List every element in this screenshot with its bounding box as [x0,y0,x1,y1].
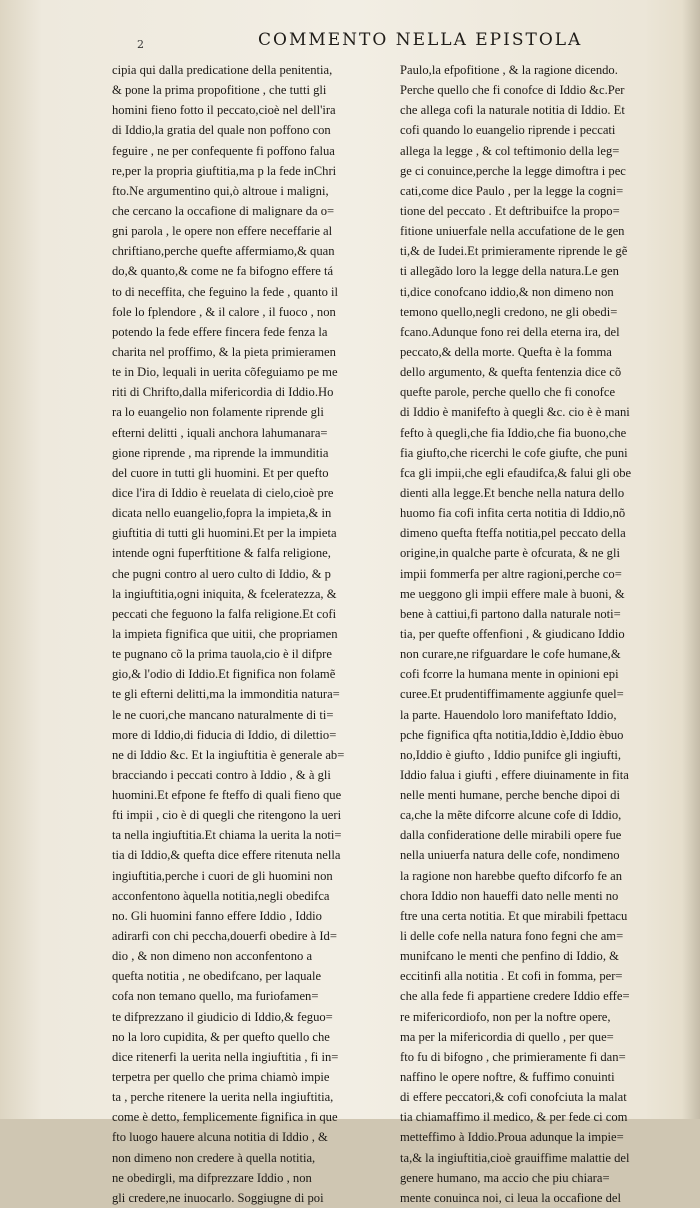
text-line: ne di Iddio &c. Et la ingiuftitia è generale ab= [112,747,345,762]
text-line: cofa non temano quello, ma furiofamen= [112,989,319,1004]
text-line: come è detto, femplicemente fignifica in que [112,1110,338,1125]
text-line: tia chiamaffimo il medico, & per fede ci com [400,1110,628,1125]
text-line: eccitinfi alla notitia . Et cofi in fomma, per= [400,969,623,984]
text-line: origine,in qualche parte è ofcurata, & ne gli [400,546,620,561]
text-line: tia di Iddio,& quefta dice effere ritenuta nella [112,848,341,863]
text-line: dimeno quefta fteffa notitia,pel peccato della [400,526,626,541]
text-line: pche fignifica qfta notitia,Iddio è,Iddio èbuo [400,727,624,742]
running-head-title: COMMENTO NELLA EPISTOLA [258,30,583,50]
text-line: huomini.Et efpone fe fteffo di quali fieno que [112,788,342,803]
text-line: chriftiano,perche quefte affermiamo,& quan [112,244,335,259]
text-line: no,Iddio è giufto , Iddio punifce gli ingiufti, [400,747,622,762]
text-line: bracciando i peccati contro à Iddio , & à gli [112,767,331,782]
text-line: fefto à quegli,che fia Iddio,che fia buono,che [400,425,627,440]
text-line: ge ci conuince,perche la legge dimoftra i pec [400,163,626,178]
text-line: non dimeno non credere à quella notitia, [112,1150,316,1165]
text-line: ta,& la ingiuftitia,cioè grauiffime malattie del [400,1150,630,1165]
text-line: dienti alla legge.Et benche nella natura dello [400,485,625,500]
text-line: feguire , ne per confequente fi poffono falua [112,143,335,158]
text-line: Perche quello che fi conofce di Iddio &c.Per [400,83,625,98]
text-line: cati,come dice Paulo , per la legge la cogni= [400,183,624,198]
text-line: re mifericordiofo, non per la noftre opere, [400,1009,611,1024]
text-line: efterni delitti , iquali anchora lahumanara= [112,425,328,440]
text-line: potendo la fede effere fincera fede fenza la [112,324,328,339]
text-line: genere humano, ma accio che piu chiara= [400,1170,610,1185]
text-line: di Iddio,la gratia del quale non poffono con [112,123,331,138]
text-line: terpetra per quello che prima chiamò impie [112,1070,330,1085]
text-line: metteffimo à Iddio.Proua adunque la impie= [400,1130,624,1145]
text-line: te gli efterni delitti,ma la immonditia natura= [112,687,340,702]
text-column-right [400,60,687,1208]
text-line: charita nel proffimo, & la pieta primieramen [112,344,336,359]
text-line: adirarfi con chi peccha,douerfi obedire à Id= [112,929,337,944]
text-line: la ingiuftitia,ogni iniquita, & fceleratezza, & [112,586,337,601]
text-line: ti allegãdo loro la legge della natura.Le gen [400,264,619,279]
text-line: mente conuinca noi, ci leua la occafione del [400,1190,621,1205]
text-line: dice ritenerfi la uerita nella ingiuftitia , fi in= [112,1049,339,1064]
text-line: la parte. Hauendolo loro manifeftato Iddio, [400,707,617,722]
text-line: ne obedirgli, ma difprezzare Iddio , non [112,1170,312,1185]
text-line: fitione uniuerfale nella accufatione de le gen [400,224,625,239]
text-line: huomo fia cofi infita certa notitia di Iddio,nõ [400,506,626,521]
text-line: che allega cofi la naturale notitia di Iddio. Et [400,103,625,118]
text-line: dicata nello euangelio,fopra la impieta,& in [112,506,332,521]
text-line: cofi fcorre la humana mente in opinioni epi [400,667,619,682]
text-line: nella uniuerfa natura delle cofe, nondimeno [400,848,620,863]
text-line: riti di Chrifto,dalla mifericordia di Iddio.Ho [112,385,334,400]
text-line: no. Gli huomini fanno effere Iddio , Iddio [112,908,322,923]
text-line: ti,& de Iudei.Et primieramente riprende le gẽ [400,244,628,259]
text-line: temono quello,negli credono, ne gli obedi= [400,304,618,319]
page-edge-shadow [682,0,700,1119]
text-line: ca,che la mẽte difcorre alcune cofe di Iddio, [400,808,622,823]
text-line: Paulo,la efpofitione , & la ragione dicendo. [400,63,618,77]
text-line: ta , perche ritenere la uerita nella ingiuftitia, [112,1090,334,1105]
text-line: cipia qui dalla predicatione della penitentia, [112,63,333,77]
text-line: intende ogni fuperftitione & falfa religione, [112,546,331,561]
text-line: dice l'ira di Iddio è reuelata di cielo,cioè pre [112,485,334,500]
text-line: gione riprende , ma riprende la immunditia [112,445,329,460]
text-line: bene à cattiui,fi partono dalla naturale noti= [400,606,621,621]
text-line: dello argumento, & quefta fentenzia dice cõ [400,365,622,380]
text-line: fto.Ne argumentino qui,ò altroue i maligni, [112,183,329,198]
text-line: & pone la prima propofitione , che tutti gli [112,83,327,98]
text-line: te difprezzano il giudicio di Iddio,& feguo= [112,1009,333,1024]
text-line: che cercano la occafione di malignare da o= [112,203,335,218]
text-line: nelle menti humane, perche benche dipoi di [400,788,620,803]
text-line: homini fieno fotto il peccato,cioè nel dell'ira [112,103,336,118]
text-line: to di neceffita, che feguino la fede , quanto il [112,284,339,299]
text-line: quefte parole, perche quello che fi conofce [400,385,616,400]
text-line: dio , & non dimeno non acconfentono a [112,949,313,964]
text-line: ta nella ingiuftitia.Et chiama la uerita la noti= [112,828,342,843]
text-line: che alla fede fi appartiene credere Iddio effe= [400,989,630,1004]
text-line: fto fu di bifogno , che primieramente fi dan= [400,1049,626,1064]
text-line: gni parola , le opere non effere neceffarie al [112,224,333,239]
text-line: gio,& l'odio di Iddio.Et fignifica non folamẽ [112,667,336,682]
text-line: non curare,ne rifguardare le cofe humane,& [400,647,621,662]
text-line: re,per la propria giuftitia,ma p la fede inChri [112,163,337,178]
text-line: li delle cofe nella natura fono fegni che am= [400,929,624,944]
text-line: che pugni contro al uero culto di Iddio, & p [112,566,331,581]
text-column-left [112,60,392,1208]
text-line: fia giufto,che ricerchi le cofe giufte, che puni [400,445,628,460]
text-line: me ueggono gli impii effere male à buoni, & [400,586,625,601]
text-line: gli credere,ne inuocarlo. Soggiugne di poi [112,1190,324,1205]
text-line: giuftitia di tutti gli huomini.Et per la impieta [112,526,337,541]
text-line: ftre una certa notitia. Et que mirabili fpettacu [400,908,628,923]
text-line: munifcano le menti che penfino di Iddio, & [400,949,619,964]
text-line: no la loro cupidita, & per quefto quello che [112,1029,330,1044]
text-line: peccati che feguono la falfa religione.Et cofi [112,606,337,621]
text-line: fole lo fplendore , & il calore , il fuoco , non [112,304,336,319]
text-line: fca gli impii,che egli efaudifca,& falui gli obe [400,465,632,480]
text-line: impii fommerfa per altre ragioni,perche co= [400,566,622,581]
text-line: acconfentono àquella notitia,negli obedifca [112,888,330,903]
text-line: ma per la mifericordia di quello , per que= [400,1029,614,1044]
text-line: allega la legge , & col teftimonio della leg= [400,143,620,158]
text-line: ti,dice conofcano iddio,& non dimeno non [400,284,614,299]
text-line: cofi quando lo euangelio riprende i peccati [400,123,616,138]
text-line: la ragione non harebbe quefto difcorfo fe an [400,868,623,883]
text-line: di Iddio è manifefto à quegli &c. cio è è mani [400,405,630,420]
text-line: dalla confideratione delle mirabili opere fue [400,828,622,843]
text-line: del cuore in tutti gli huomini. Et per quefto [112,465,329,480]
text-line: le ne cuori,che mancano naturalmente di ti= [112,707,334,722]
text-line: di effere peccatori,& cofi conofciuta la malat [400,1090,627,1105]
text-line: fcano.Adunque fono rei della eterna ira, del [400,324,620,339]
page-number: 2 [137,38,144,51]
text-line: tione del peccato . Et deftribuifce la propo= [400,203,620,218]
text-line: Iddio falua i giufti , effere diuinamente in fita [400,767,629,782]
text-line: quefta notitia , ne obedifcano, per laquale [112,969,322,984]
text-line: te pugnano cõ la prima tauola,cio è il difpre [112,647,332,662]
text-line: chora Iddio non haueffi dato nelle menti no [400,888,619,903]
text-line: more di Iddio,di fiducia di Iddio, di dilettio= [112,727,337,742]
text-line: naffino le opere noftre, & fuffimo conuinti [400,1070,615,1085]
text-line: ingiuftitia,perche i cuori de gli huomini non [112,868,333,883]
text-line: curee.Et prudentiffimamente aggiunfe quel= [400,687,624,702]
text-line: peccato,& della morte. Quefta è la fomma [400,344,612,359]
text-line: ra lo euangelio non folamente riprende gli [112,405,324,420]
text-line: tia, per quefte offenfioni , & giudicano Iddio [400,626,625,641]
text-line: fto luogo hauere alcuna notitia di Iddio , & [112,1130,328,1145]
text-line: fti impii , cio è di quegli che ritengono la ueri [112,808,342,823]
text-line: te in Dio, lequali in uerita cõfeguiamo pe me [112,365,338,380]
text-line: la impieta fignifica que uitii, che propriamen [112,626,338,641]
text-line: do,& quanto,& come ne fa bifogno effere tá [112,264,334,279]
